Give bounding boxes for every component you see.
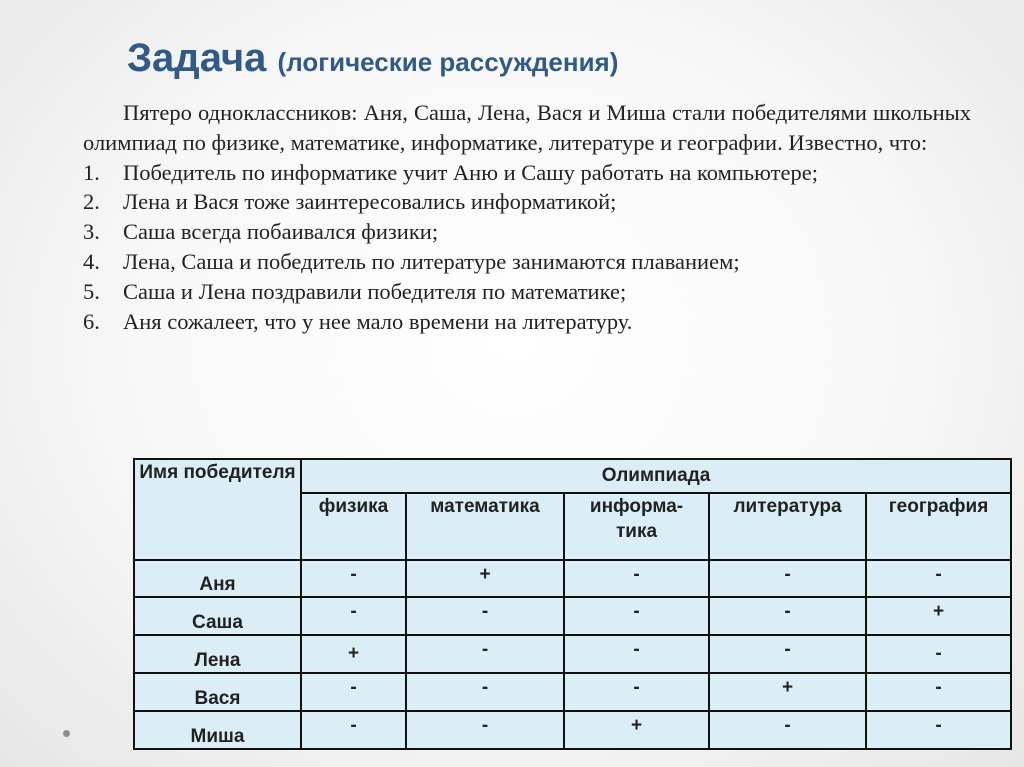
facts-list: [83, 158, 971, 337]
student-name: Саша: [134, 597, 301, 635]
student-name: Аня: [134, 560, 301, 597]
student-name: Миша: [134, 711, 301, 749]
student-name: Вася: [134, 673, 301, 711]
fact-item: [83, 217, 971, 247]
problem-statement: [83, 98, 971, 336]
fact-number: 3.: [83, 219, 100, 245]
table-row: [134, 711, 1011, 749]
mark-cell: -: [406, 597, 564, 635]
mark-cell: -: [406, 711, 564, 749]
subject-header-physics: физика: [301, 493, 406, 560]
name-column-header: [134, 459, 301, 560]
solution-table: [133, 458, 1012, 750]
mark-cell: -: [301, 673, 406, 711]
fact-text: Саша всегда побаивался физики;: [123, 219, 439, 245]
mark-cell: +: [709, 673, 866, 711]
fact-number: 1.: [83, 159, 100, 185]
mark-cell: -: [709, 635, 866, 673]
mark-cell: -: [866, 560, 1011, 597]
fact-item: [83, 307, 971, 337]
student-name: Лена: [134, 635, 301, 673]
subject-header-geography: география: [866, 493, 1011, 560]
mark-cell: -: [866, 673, 1011, 711]
mark-cell: -: [301, 711, 406, 749]
mark-cell: -: [564, 635, 709, 673]
mark-cell: -: [301, 597, 406, 635]
mark-cell: -: [406, 635, 564, 673]
mark-cell: +: [866, 597, 1011, 635]
subject-header-literature: литература: [709, 493, 866, 560]
subject-header-math: математика: [406, 493, 564, 560]
fact-text: Аня сожалеет, что у нее мало времени на литературу.: [123, 308, 633, 334]
name-header-text: Имя победителя: [139, 462, 296, 483]
fact-text: Лена и Вася тоже заинтересовались информатикой;: [123, 189, 617, 215]
table-body: [134, 560, 1011, 749]
fact-number: 4.: [83, 248, 100, 274]
slide-bullet-dot: [63, 730, 70, 737]
mark-cell: -: [564, 560, 709, 597]
mark-cell: -: [564, 673, 709, 711]
fact-item: [83, 158, 971, 188]
informatics-label: информа-тика: [589, 496, 684, 542]
intro-paragraph: Пятеро одноклассников: Аня, Саша, Лена, Вася и Миша стали победителями школьных олимпиад по физике, математике, информатике, литературе и географии. Известно, что:: [83, 100, 971, 155]
subject-header-informatics: [564, 493, 709, 560]
mark-cell: +: [406, 560, 564, 597]
olympiad-group-header: Олимпиада: [301, 459, 1011, 493]
fact-number: 6.: [83, 308, 100, 334]
title-subtitle: (логические рассуждения): [277, 47, 619, 77]
table-row: [134, 673, 1011, 711]
fact-text: Лена, Саша и победитель по литературе занимаются плаванием;: [123, 248, 740, 274]
table-row: [134, 635, 1011, 673]
mark-cell: -: [866, 711, 1011, 749]
fact-number: 2.: [83, 189, 100, 215]
slide-title: [127, 30, 618, 90]
mark-cell: -: [709, 711, 866, 749]
mark-cell: -: [866, 635, 1011, 673]
table-row: [134, 597, 1011, 635]
mark-cell: -: [564, 597, 709, 635]
fact-text: Победитель по информатике учит Аню и Сашу работать на компьютере;: [123, 159, 818, 185]
mark-cell: -: [406, 673, 564, 711]
fact-item: [83, 247, 971, 277]
fact-item: [83, 277, 971, 307]
mark-cell: +: [301, 635, 406, 673]
fact-text: Саша и Лена поздравили победителя по математике;: [123, 278, 627, 304]
title-main: Задача: [127, 36, 267, 80]
mark-cell: -: [301, 560, 406, 597]
mark-cell: +: [564, 711, 709, 749]
fact-item: [83, 187, 971, 217]
table-row: [134, 560, 1011, 597]
fact-number: 5.: [83, 278, 100, 304]
mark-cell: -: [709, 597, 866, 635]
mark-cell: -: [709, 560, 866, 597]
